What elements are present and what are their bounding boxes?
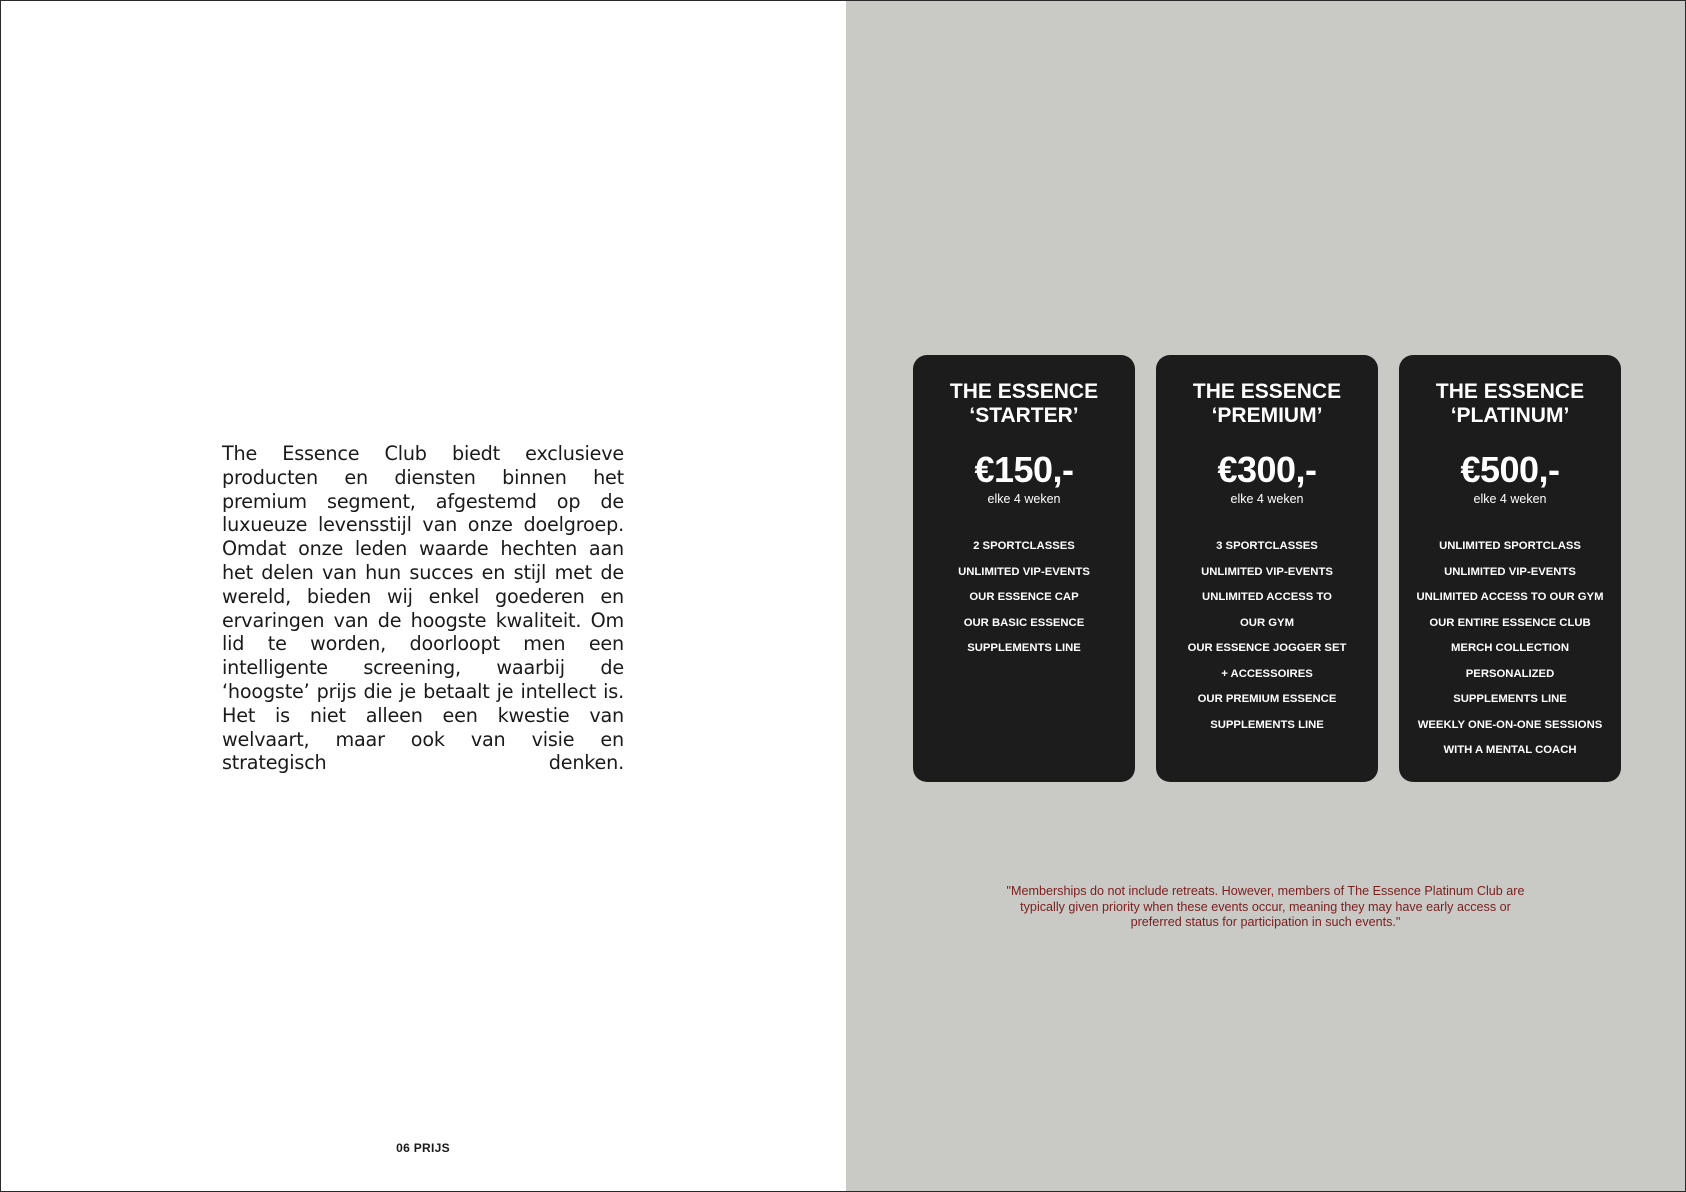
plan-feature: UNLIMITED SPORTCLASS <box>1439 540 1581 552</box>
plan-card-premium <box>1156 355 1378 782</box>
plan-title <box>913 380 1135 428</box>
right-page <box>846 1 1685 1191</box>
plan-title-name: ‘PLATINUM’ <box>1450 404 1570 427</box>
plan-feature: OUR ESSENCE CAP <box>969 591 1079 603</box>
plan-feature: UNLIMITED VIP-EVENTS <box>1444 565 1576 578</box>
plan-title-line: THE ESSENCE <box>949 380 1099 403</box>
plan-price: €500,- <box>1460 449 1560 490</box>
plan-feature: OUR PREMIUM ESSENCE <box>1197 693 1337 705</box>
plan-title-line: THE ESSENCE <box>1435 380 1585 403</box>
plan-feature: MERCH COLLECTION <box>1451 642 1569 654</box>
plan-card-platinum <box>1399 355 1621 782</box>
plan-feature: OUR ENTIRE ESSENCE CLUB <box>1429 616 1591 629</box>
plan-features <box>913 534 1135 662</box>
plan-feature: 3 SPORTCLASSES <box>1216 540 1318 552</box>
plan-period: elke 4 weken <box>1473 492 1547 506</box>
plan-feature: SUPPLEMENTS LINE <box>1453 693 1567 705</box>
plan-price: €300,- <box>1217 449 1317 490</box>
plan-feature: UNLIMITED VIP-EVENTS <box>958 565 1090 578</box>
plan-feature: OUR ESSENCE JOGGER SET <box>1187 642 1347 654</box>
plan-feature: 2 SPORTCLASSES <box>973 540 1075 552</box>
plan-feature: UNLIMITED ACCESS TO <box>1202 591 1332 603</box>
plan-card-starter <box>913 355 1135 782</box>
plan-title <box>1156 380 1378 428</box>
plan-price: €150,- <box>974 449 1074 490</box>
plan-feature: SUPPLEMENTS LINE <box>967 642 1081 654</box>
plan-feature: UNLIMITED ACCESS TO OUR GYM <box>1416 591 1604 603</box>
plan-title-line: THE ESSENCE <box>1192 380 1342 403</box>
plan-feature: PERSONALIZED <box>1465 667 1555 680</box>
plan-feature: OUR BASIC ESSENCE <box>963 616 1085 629</box>
membership-disclaimer: "Memberships do not include retreats. However, members of The Essence Platinum Club are typically given priority when these events occur, meaning they may have early access or preferred status for participation in such events." <box>1006 884 1525 930</box>
intro-paragraph: The Essence Club biedt exclusieve producten en diensten binnen het premium segment, afgestemd op de luxueuze levensstijl van onze doelgroep. Omdat onze leden waarde hechten aan het delen van hun succes en stijl met de wereld, bieden wij enkel goederen en ervaringen van de hoogste kwaliteit. Om lid te worden, doorloopt men een intelligente screening, waarbij de ‘hoogste’ prijs die je betaalt je intellect is. Het is niet alleen een kwestie van welvaart, maar ook van visie en strategisch denken. <box>222 442 624 775</box>
plan-feature: WEEKLY ONE-ON-ONE SESSIONS <box>1417 718 1603 731</box>
page-label: 06 PRIJS <box>396 1141 450 1155</box>
plan-feature: OUR GYM <box>1240 616 1294 629</box>
plan-features <box>1156 534 1378 738</box>
plan-period: elke 4 weken <box>1230 492 1304 506</box>
plan-feature: UNLIMITED VIP-EVENTS <box>1201 565 1333 578</box>
plan-title <box>1399 380 1621 428</box>
plan-feature: SUPPLEMENTS LINE <box>1210 718 1324 731</box>
plan-title-name: ‘PREMIUM’ <box>1211 404 1323 427</box>
plan-feature: + ACCESSOIRES <box>1221 667 1313 680</box>
plan-feature: WITH A MENTAL COACH <box>1443 744 1577 756</box>
left-page <box>1 1 846 1191</box>
plan-features <box>1399 534 1621 764</box>
plan-title-name: ‘STARTER’ <box>969 404 1079 427</box>
plan-period: elke 4 weken <box>987 492 1061 506</box>
